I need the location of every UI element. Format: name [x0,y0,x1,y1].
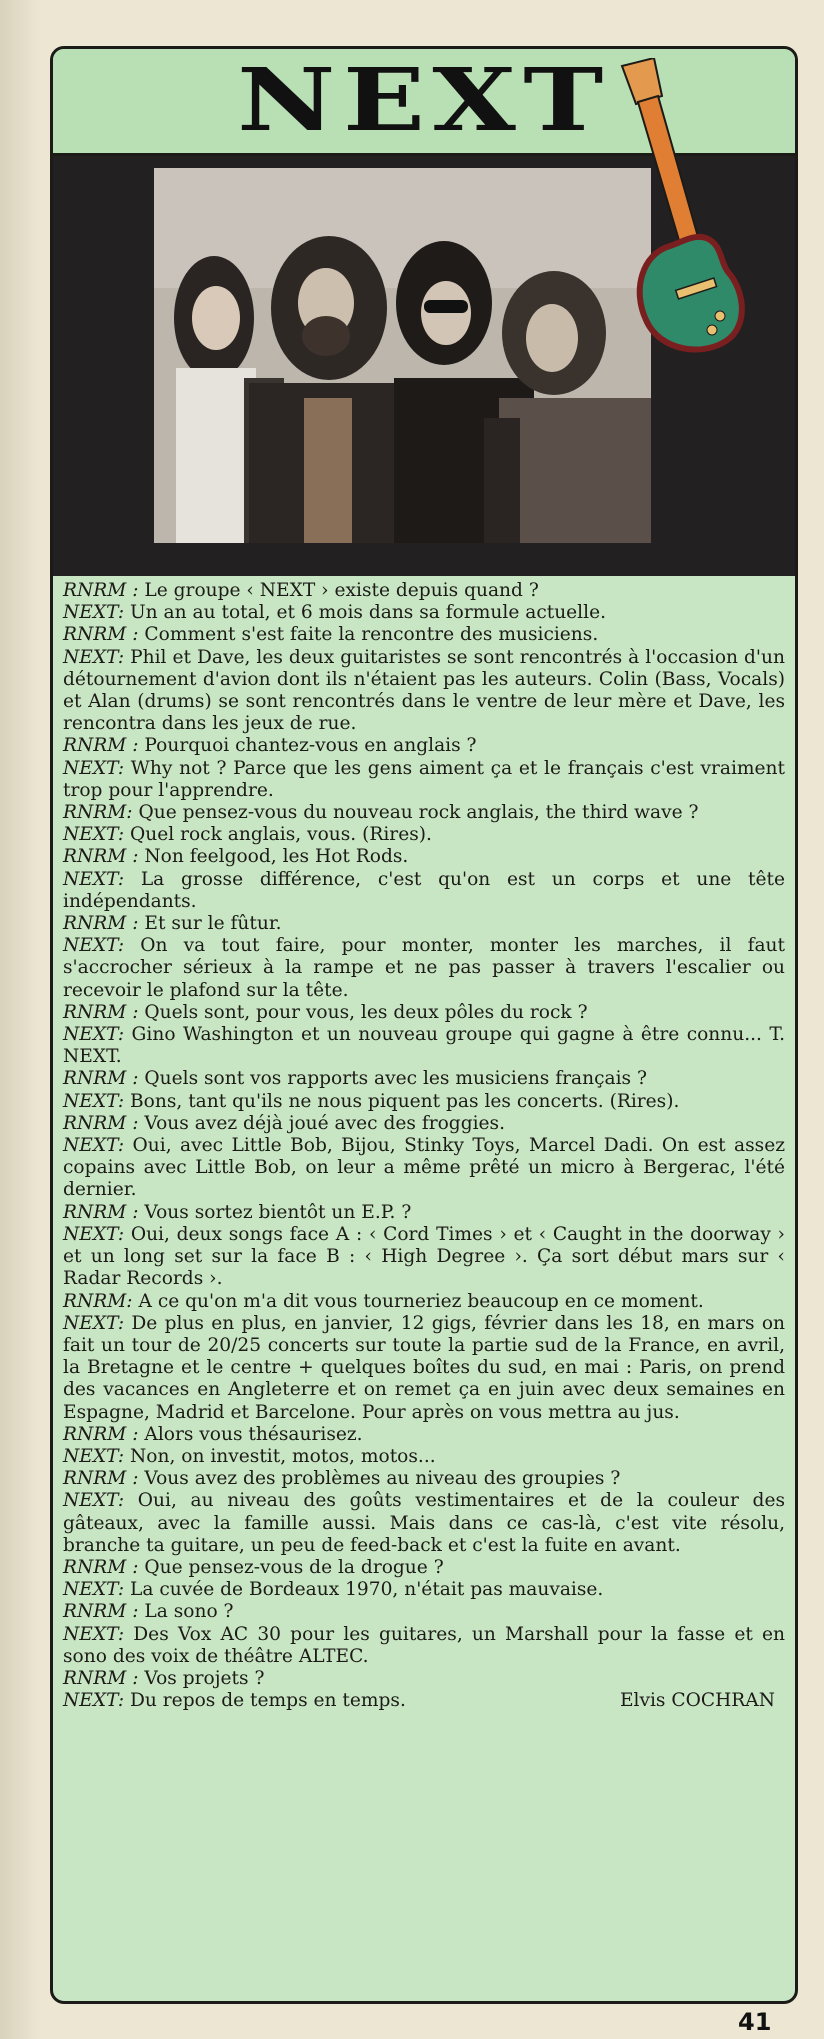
speaker-label: RNRM : [63,624,139,646]
qa-line [63,1224,785,1291]
qa-line [63,1135,785,1202]
speaker-label: RNRM : [63,1068,139,1090]
speaker-label: RNRM : [63,580,139,601]
speaker-label: NEXT: [63,1579,125,1601]
qa-line [63,1424,785,1446]
question-text: Le groupe ‹ NEXT › existe depuis quand ? [138,580,539,601]
qa-line [63,1024,785,1068]
answer-text: Oui, deux songs face A : ‹ Cord Times › et ‹ Caught in the doorway › et un long set sur la face B : ‹ High Degree ›. Ça sort début mars sur ‹ Radar Records ›. [63,1223,785,1290]
speaker-label: RNRM : [63,1601,139,1623]
qa-line [63,846,785,868]
qa-line [63,1668,785,1690]
speaker-label: RNRM : [63,1001,139,1023]
qa-line [63,1557,785,1579]
question-text: Et sur le fûtur. [138,913,282,935]
speaker-label: RNRM : [63,1468,139,1490]
answer-text: On va tout faire, pour monter, monter les marches, il faut s'accrocher sérieux à la rampe et ne pas passer à travers l'escalier ou recevoir le plafond sur la tête. [63,935,785,1001]
qa-line [63,935,785,1002]
speaker-label: NEXT: [63,1090,125,1112]
speaker-label: RNRM : [63,735,139,757]
answer-text: Des Vox AC 30 pour les guitares, un Marshall pour la fasse et en sono des voix de théâtre ALTEC. [63,1623,785,1667]
answer-text: Non, on investit, motos, motos... [124,1445,436,1467]
qa-line [63,1579,785,1601]
band-photo [154,168,651,543]
question-text: Quels sont vos rapports avec les musiciens français ? [138,1068,647,1090]
qa-line [63,1068,785,1090]
answer-text: Du repos de temps en temps. [124,1690,406,1712]
qa-final-line [63,1690,785,1712]
qa-list [63,580,785,1690]
guitar-icon [602,58,752,388]
qa-line [63,1291,785,1313]
qa-line [63,1002,785,1024]
answer-text: Bons, tant qu'ils ne nous piquent pas les concerts. (Rires). [124,1090,680,1112]
qa-line [63,1113,785,1135]
question-text: Comment s'est faite la rencontre des musiciens. [138,624,599,646]
qa-line [63,1468,785,1490]
question-text: Alors vous thésaurisez. [138,1423,363,1445]
question-text: La sono ? [138,1601,234,1623]
question-text: Vous avez déjà joué avec des froggies. [138,1112,506,1134]
question-text: Pourquoi chantez-vous en anglais ? [138,735,477,757]
byline: Elvis COCHRAN [619,1690,775,1712]
answer-text: Oui, avec Little Bob, Bijou, Stinky Toys, Marcel Dadi. On est assez copains avec Little Bob, on leur a même prêté un micro à Bergerac, l'été dernier. [63,1135,785,1201]
speaker-label: NEXT: [63,1623,125,1645]
question-text: Que pensez-vous du nouveau rock anglais, the third wave ? [132,802,699,824]
question-text: Non feelgood, les Hot Rods. [138,846,409,868]
speaker-label: NEXT: [63,757,125,779]
answer-text: La cuvée de Bordeaux 1970, n'était pas mauvaise. [124,1579,604,1601]
speaker-label: RNRM: [63,1290,133,1312]
answer-text: Oui, au niveau des goûts vestimentaires et de la couleur des gâteaux, avec la famille aussi. Mais dans ce cas-là, c'est vite résolu, branche ta guitare, un peu de feed-back et c'est la fuite en avant. [63,1490,785,1556]
qa-line [63,869,785,913]
qa-line [63,1313,785,1424]
question-text: Vos projets ? [138,1667,265,1689]
speaker-label: RNRM : [63,1423,139,1445]
answer-text: Gino Washington et un nouveau groupe qui gagne à être connu... T. NEXT. [63,1024,785,1068]
speaker-label: NEXT: [63,1445,125,1467]
speaker-label: RNRM : [63,1556,139,1578]
qa-line [63,735,785,757]
adjacent-page-edge [0,0,40,2039]
speaker-label: RNRM : [63,846,139,868]
answer-text: De plus en plus, en janvier, 12 gigs, février dans les 18, en mars on fait un tour de 20/25 concerts sur toute la partie sud de la France, en avril, la Bretagne et le centre + quelques boîtes du sud, en mai : Paris, on prend des vacances en Angleterre et on remet ça en juin avec deux semaines en Espagne, Madrid et Barcelone. Pour après on vous mettra au jus. [63,1312,785,1423]
qa-line [63,1446,785,1468]
answer-text: Why not ? Parce que les gens aiment ça et le français c'est vraiment trop pour l'apprendre. [63,757,785,801]
qa-line [63,602,785,624]
speaker-label: RNRM : [63,1667,139,1689]
question-text: Vous avez des problèmes au niveau des groupies ? [138,1468,621,1490]
page-number: 41 [738,2008,772,2036]
qa-line [63,1601,785,1623]
answer-text: Un an au total, et 6 mois dans sa formule actuelle. [124,602,606,624]
qa-line [63,1490,785,1557]
qa-line [63,647,785,736]
qa-line [63,913,785,935]
speaker-label: NEXT: [63,646,125,668]
article-title: NEXT [237,50,611,151]
speaker-label: NEXT: [63,824,125,846]
qa-line [63,580,785,602]
qa-line [63,1091,785,1113]
speaker-label: NEXT: [63,602,125,624]
speaker-label: RNRM : [63,1201,139,1223]
speaker-label: NEXT: [63,935,125,957]
speaker-label: RNRM: [63,802,133,824]
question-text: Que pensez-vous de la drogue ? [138,1556,444,1578]
question-text: Quels sont, pour vous, les deux pôles du rock ? [138,1001,588,1023]
qa-line [63,1624,785,1668]
speaker-label: NEXT: [63,1490,125,1512]
speaker-label: NEXT: [63,1690,125,1712]
speaker-label: RNRM : [63,913,139,935]
speaker-label: NEXT: [63,868,125,890]
speaker-label: NEXT: [63,1312,125,1334]
question-text: Vous sortez bientôt un E.P. ? [138,1201,412,1223]
answer-text: Phil et Dave, les deux guitaristes se sont rencontrés à l'occasion d'un détournement d'avion dont ils n'étaient pas les auteurs. Colin (Bass, Vocals) et Alan (drums) se sont rencontrés dans le ventre de leur mère et Dave, les rencontra dans les jeux de rue. [63,646,785,735]
qa-line [63,824,785,846]
interview-text [63,580,785,1712]
qa-line [63,1202,785,1224]
speaker-label: NEXT: [63,1135,125,1157]
speaker-label: NEXT: [63,1223,125,1245]
answer-text: La grosse différence, c'est qu'on est un corps et une tête indépendants. [63,868,785,912]
qa-line [63,758,785,802]
speaker-label: NEXT: [63,1024,125,1046]
qa-line [63,802,785,824]
band-photo-illustration [154,168,651,543]
answer-text: Quel rock anglais, vous. (Rires). [124,824,432,846]
question-text: A ce qu'on m'a dit vous tourneriez beaucoup en ce moment. [132,1290,704,1312]
qa-line [63,624,785,646]
speaker-label: RNRM : [63,1112,139,1134]
